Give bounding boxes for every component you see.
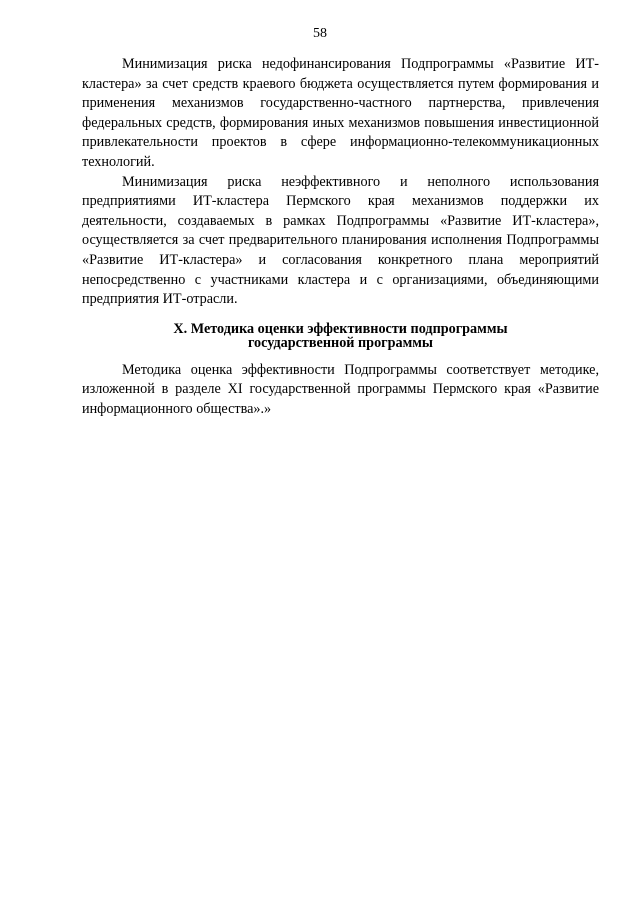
paragraph-underfunding-risk: Минимизация риска недофинансирования Подпрограммы «Развитие ИТ-кластера» за счет средств краевого бюджета осуществляется путем формирования и применения механизмов государственно-частного партнерства, привлечения федеральных средств, формирования иных механизмов повышения инвестиционной привлекательности проектов в сфере информационно-телекоммуникационных технологий. [82, 56, 599, 170]
section-heading [82, 322, 599, 350]
section-heading-line-1: X. Методика оценки эффективности подпрограммы [173, 320, 508, 337]
paragraph-methodology: Методика оценка эффективности Подпрограммы соответствует методике, изложенной в разделе XI государственной программы Пермского края «Развитие информационного общества».» [82, 361, 599, 417]
document-body [82, 55, 599, 420]
page-number: 58 [313, 26, 327, 41]
paragraph-inefficiency-risk: Минимизация риска неэффективного и неполного использования предприятиями ИТ-кластера Пермского края механизмов поддержки их деятельности, создаваемых в рамках Подпрограммы «Развитие ИТ-кластера», осуществляется за счет предварительного планирования исполнения Подпрограммы «Развитие ИТ-кластера» и согласования конкретного плана мероприятий непосредственно с участниками кластера и с организациями, объединяющими предприятия ИТ-отрасли. [82, 173, 599, 308]
section-heading-line-2: государственной программы [247, 334, 434, 351]
